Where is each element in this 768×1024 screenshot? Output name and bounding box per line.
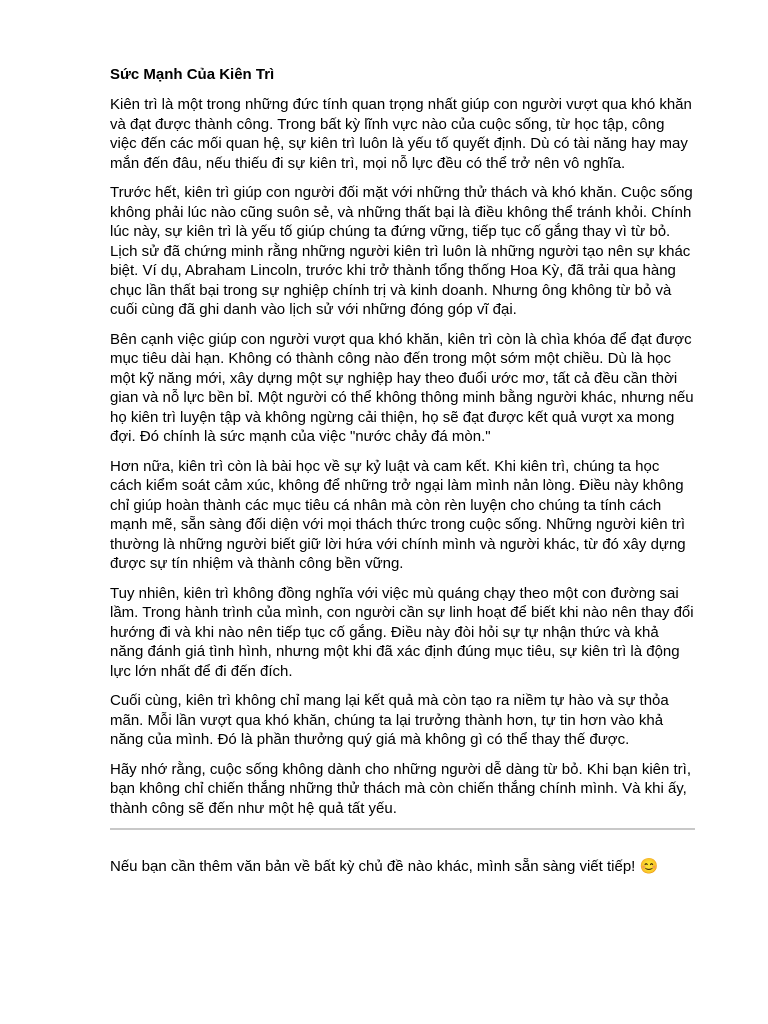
paragraph-6: Cuối cùng, kiên trì không chỉ mang lại kết quả mà còn tạo ra niềm tự hào và sự thỏa mãn. Mỗi lần vượt qua khó khăn, chúng ta lại trưởng thành hơn, tự tin hơn vào khả năng của mình. Đó là phần thưởng quý giá mà không gì có thể thay thế được.	[110, 692, 669, 748]
document-title: Sức Mạnh Của Kiên Trì	[110, 66, 275, 83]
paragraph-3: Bên cạnh việc giúp con người vượt qua khó khăn, kiên trì còn là chìa khóa để đạt được mục tiêu dài hạn. Không có thành công nào đến trong một sớm một chiều. Dù là học một kỹ năng mới, xây dựng một sự nghiệp hay theo đuổi ước mơ, tất cả đều cần thời gian và nỗ lực bền bỉ. Một người có thể không thông minh bằng người khác, nhưng nếu họ kiên trì luyện tập và không ngừng cải thiện, họ sẽ đạt được kết quả vượt xa mong đợi. Đó chính là sức mạnh của việc "nước chảy đá mòn."	[110, 330, 694, 445]
paragraph-7: Hãy nhớ rằng, cuộc sống không dành cho những người dễ dàng từ bỏ. Khi bạn kiên trì, bạn không chỉ chiến thắng những thử thách mà còn chiến thắng chính mình. Và khi ấy, thành công sẽ đến như một hệ quả tất yếu.	[110, 760, 692, 817]
paragraph-5: Tuy nhiên, kiên trì không đồng nghĩa với việc mù quáng chạy theo một con đường sai lầm. Trong hành trình của mình, con người cần sự linh hoạt để biết khi nào nên thay đổi hướng đi và khi nào nên tiếp tục cố gắng. Điều này đòi hỏi sự tự nhận thức và khả năng đánh giá tình hình, nhưng một khi đã xác định đúng mục tiêu, sự kiên trì là động lực lớn nhất để đi đến đích.	[110, 584, 694, 680]
document-page	[110, 65, 695, 877]
paragraph-1: Kiên trì là một trong những đức tính quan trọng nhất giúp con người vượt qua khó khăn và đạt được thành công. Trong bất kỳ lĩnh vực nào của cuộc sống, từ học tập, công việc đến các mối quan hệ, sự kiên trì luôn là yếu tố quyết định. Dù có tài năng hay may mắn đến đâu, nếu thiếu đi sự kiên trì, mọi nỗ lực đều có thể trở nên vô nghĩa.	[110, 96, 692, 172]
paragraph-4: Hơn nữa, kiên trì còn là bài học về sự kỷ luật và cam kết. Khi kiên trì, chúng ta học cách kiểm soát cảm xúc, không để những trở ngại làm mình nản lòng. Điều này không chỉ giúp hoàn thành các mục tiêu cá nhân mà còn rèn luyện cho chúng ta tính cách mạnh mẽ, sẵn sàng đối diện với mọi thách thức trong cuộc sống. Những người kiên trì thường là những người biết giữ lời hứa với chính mình và người khác, từ đó xây dựng được sự tín nhiệm và thành công bền vững.	[110, 457, 686, 572]
paragraph-2: Trước hết, kiên trì giúp con người đối mặt với những thử thách và khó khăn. Cuộc sống không phải lúc nào cũng suôn sẻ, và những thất bại là điều không thể tránh khỏi. Chính lúc này, sự kiên trì là yếu tố giúp chúng ta đứng vững, tiếp tục cố gắng thay vì từ bỏ. Lịch sử đã chứng minh rằng những người kiên trì luôn là những người tạo nên sự khác biệt. Ví dụ, Abraham Lincoln, trước khi trở thành tổng thống Hoa Kỳ, đã trải qua hàng chục lần thất bại trong sự nghiệp chính trị và kinh doanh. Nhưng ông không từ bỏ và cuối cùng đã ghi danh vào lịch sử với những đóng góp vĩ đại.	[110, 184, 693, 318]
horizontal-divider	[110, 828, 695, 830]
closing-note: Nếu bạn cần thêm văn bản về bất kỳ chủ đề nào khác, mình sẵn sàng viết tiếp! 😊	[110, 858, 659, 875]
